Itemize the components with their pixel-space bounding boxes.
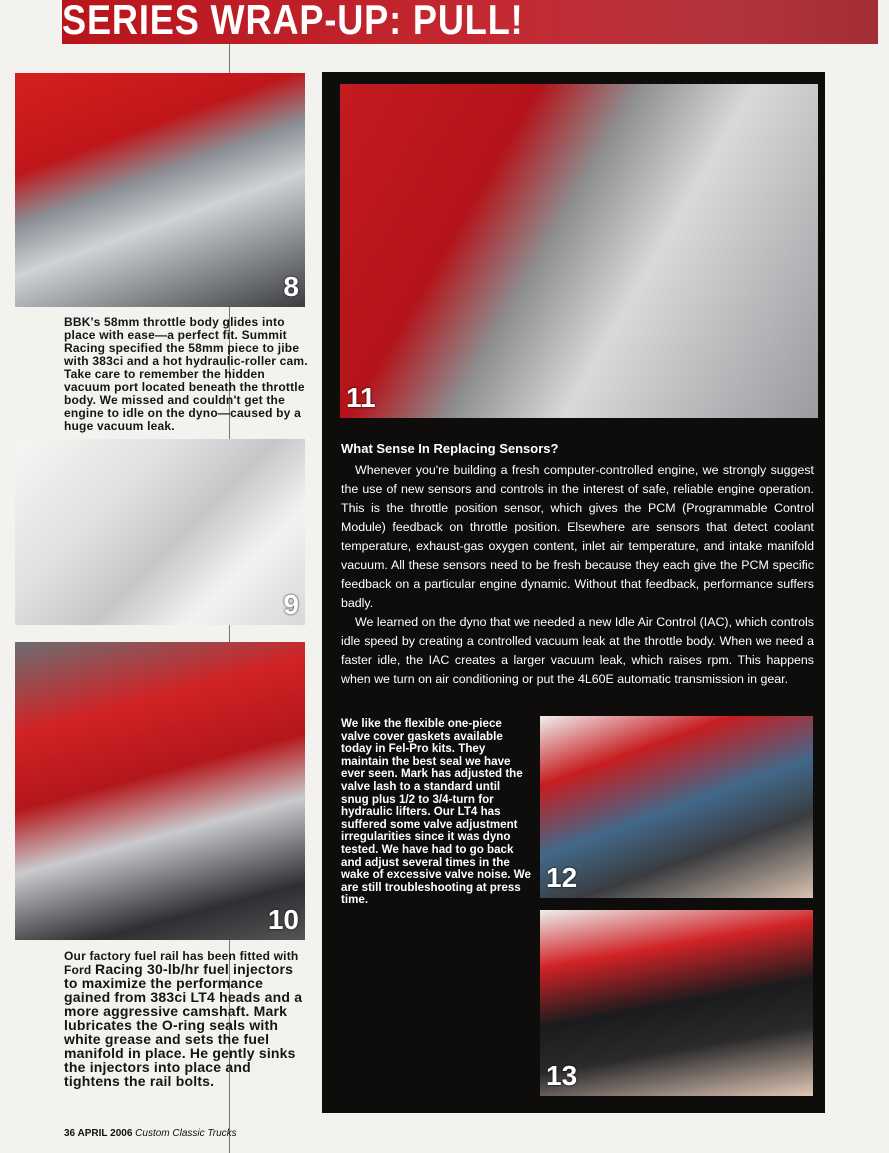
photo-number: 13 [546,1060,578,1091]
photo-12-valve-cover-gaskets [540,716,813,898]
photo-10-fuel-rail [15,642,305,940]
article-paragraph: We learned on the dyno that we needed a new Idle Air Control (IAC), which controls idle speed by creating a controlled vacuum leak at the throttle body. When we need a faster idle, the IAC creates a larger vacuum leak, which raises rpm. This happens when we turn on air conditioning or put the 4L60E automatic transmission in gear. [341,615,814,686]
caption-body: Racing 30-lb/hr fuel injectors to maximize the performance gained from 383ci LT4 heads and a more aggressive camshaft. Mark lubricates the O-ring seals with white grease and sets the fuel manifold in place. He gently sinks the injectors into place and tightens the rail bolts. [64,961,303,1089]
photo-number: 12 [546,862,578,893]
caption-photo-12: We like the flexible one-piece valve cover gaskets available today in Fel-Pro kits. They maintain the best seal we have ever seen. Mark has adjusted the valve lash to a standard until snug plus 1/2 to 3/4-turn for hydraulic lifters. Our LT4 has suffered some valve adjustment irregularities since it was dyno tested. We have had to go back and adjust several times in the wake of excessive valve noise. We are still troubleshooting at press time. [341,717,531,907]
section-heading: What Sense In Replacing Sensors? [341,441,559,456]
footer-magazine-name: Custom Classic Trucks [135,1128,237,1139]
footer-page-info: 36 APRIL 2006 [64,1128,133,1139]
article-body [341,461,814,689]
photo-number: 11 [346,382,376,413]
photo-9-fuel-injectors [15,439,305,625]
caption-photo-8: BBK's 58mm throttle body glides into place with ease—a perfect fit. Summit Racing specified the 58mm piece to jibe with 383ci and a hot hydraulic-roller cam. Take care to remember the hidden vacuum port located beneath the throttle body. We missed and couldn't get the engine to idle on the dyno—caused by a huge vacuum leak. [64,315,308,433]
photo-number: 9 [283,589,299,620]
caption-lead: Our factory fuel rail has been fitted with Ford [64,949,299,977]
page-footer [64,1128,237,1139]
photo-number: 8 [283,271,299,302]
photo-11-throttle-position-sensor [340,84,818,418]
photo-8-throttle-body [15,73,305,307]
photo-13-valve-cover [540,910,813,1096]
caption-photo-10 [64,950,308,1089]
page-title: SERIES WRAP-UP: PULL! [62,0,524,43]
article-paragraph: Whenever you're building a fresh computer-controlled engine, we strongly suggest the use of new sensors and controls in the interest of safe, reliable engine operation. This is the throttle position sensor, which gives the PCM (Programmable Control Module) feedback on throttle position. Elsewhere are sensors that detect coolant temperature, exhaust-gas oxygen content, inlet air temperature, and intake manifold vacuum. All these sensors need to be fresh because they each give the PCM specific feedback on a particular engine dynamic. Without that feedback, performance suffers badly. [341,463,814,610]
photo-number: 10 [267,904,299,935]
